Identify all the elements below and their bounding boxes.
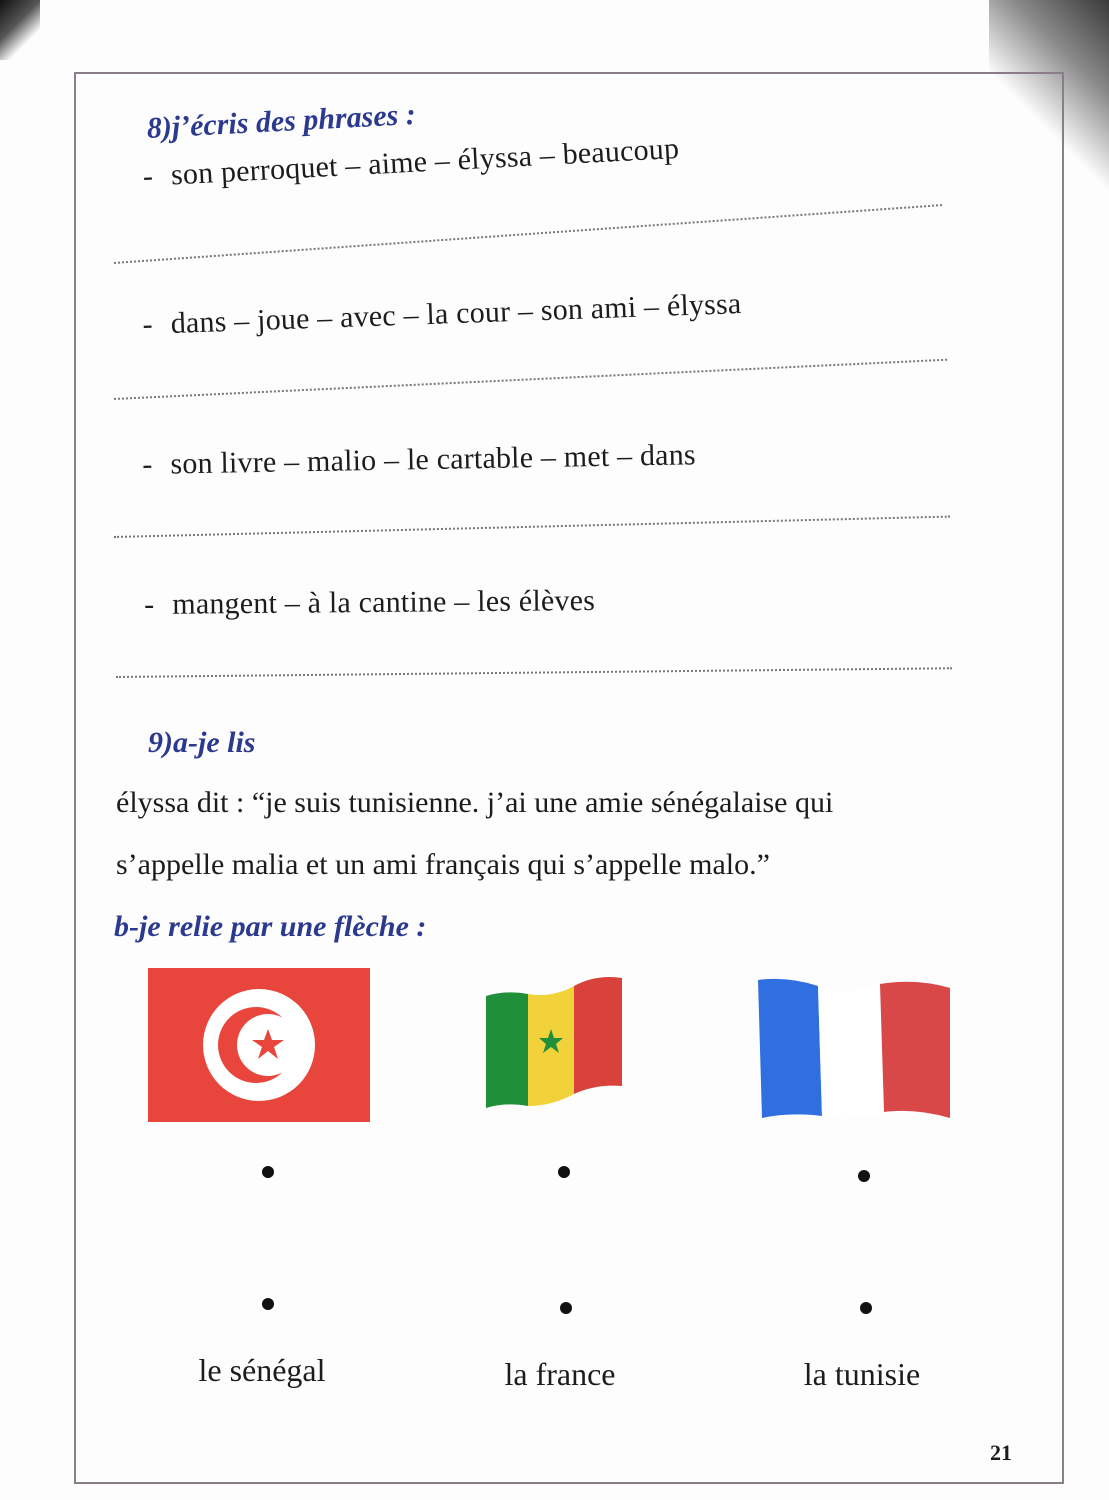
sentence-2-text: dans – joue – avec – la cour – son ami – élyssa bbox=[170, 287, 742, 340]
sentence-4 bbox=[144, 584, 595, 622]
country-dot-3[interactable] bbox=[860, 1302, 872, 1314]
sentence-4-dash: - bbox=[144, 587, 155, 621]
exercise-8-heading: 8)j’écris des phrases : bbox=[146, 97, 417, 145]
page-corner-shadow-left bbox=[0, 0, 40, 60]
country-label-tunisia: la tunisie bbox=[803, 1356, 921, 1392]
country-label-france: la france bbox=[504, 1356, 616, 1392]
flag-dot-2[interactable] bbox=[558, 1166, 570, 1178]
exercise-9b-heading: b-je relie par une flèche : bbox=[114, 910, 427, 943]
country-dot-2[interactable] bbox=[560, 1302, 572, 1314]
france-flag bbox=[756, 976, 952, 1122]
reading-line-2: s’appelle malia et un ami français qui s’appelle malo.” bbox=[116, 848, 770, 881]
sentence-4-text: mangent – à la cantine – les élèves bbox=[172, 584, 596, 621]
sentence-1-text: son perroquet – aime – élyssa – beaucoup bbox=[170, 131, 680, 192]
flag-dot-1[interactable] bbox=[262, 1166, 274, 1178]
country-dot-1[interactable] bbox=[262, 1298, 274, 1310]
page-number: 21 bbox=[990, 1440, 1012, 1465]
senegal-flag bbox=[484, 972, 624, 1112]
sentence-3-text: son livre – malio – le cartable – met – dans bbox=[170, 438, 697, 481]
tunisia-flag bbox=[148, 968, 370, 1122]
sentence-1-dash: - bbox=[142, 159, 154, 193]
country-label-senegal: le sénégal bbox=[198, 1352, 326, 1388]
reading-line-1: élyssa dit : “je suis tunisienne. j’ai une amie sénégalaise qui bbox=[116, 786, 834, 819]
exercise-9a-heading: 9)a-je lis bbox=[148, 726, 256, 759]
sentence-2-dash: - bbox=[142, 307, 154, 341]
page-frame bbox=[74, 72, 1064, 1484]
sentence-3-dash: - bbox=[142, 447, 153, 481]
flag-dot-3[interactable] bbox=[858, 1170, 870, 1182]
